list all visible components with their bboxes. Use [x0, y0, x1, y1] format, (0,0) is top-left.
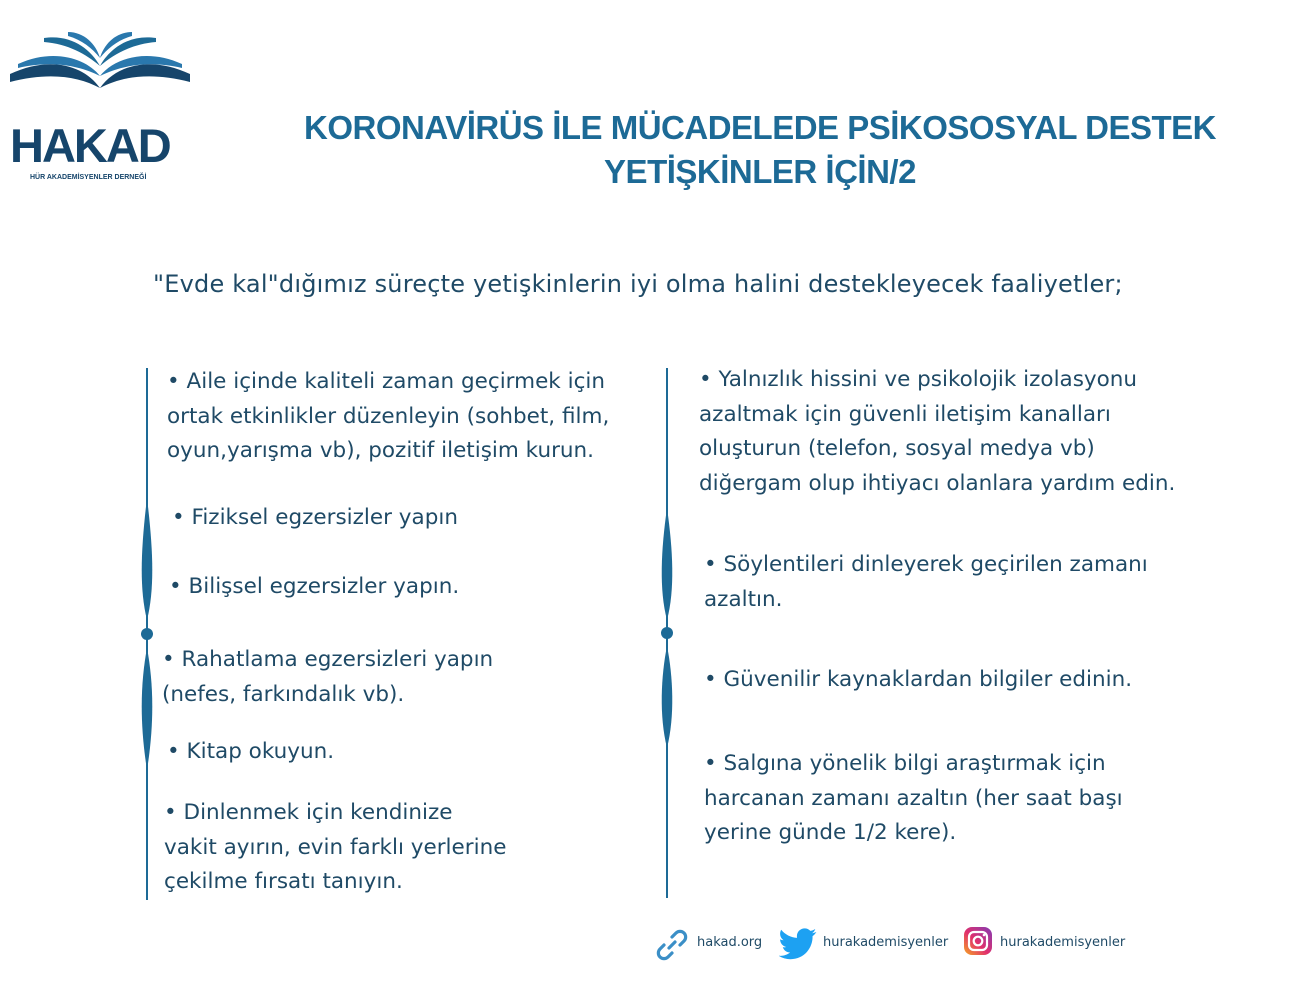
intro-text: "Evde kal"dığımız süreçte yetişkinlerin iyi olma halini destekleyecek faaliyetler;	[153, 270, 1123, 298]
instagram-label: hurakademisyenler	[1000, 935, 1126, 950]
hakad-logo	[8, 28, 192, 181]
list-item: • Fiziksel egzersizler yapın	[172, 505, 458, 530]
list-item: • Salgına yönelik bilgi araştırmak için harcanan zamanı azaltın (her saat başı yerine günde 1/2 kere).	[704, 751, 1123, 845]
list-item: • Aile içinde kaliteli zaman geçirmek için ortak etkinlikler düzenleyin (sohbet, film, oyun,yarışma vb), pozitif iletişim kurun.	[167, 369, 610, 463]
list-item: • Yalnızlık hissini ve psikolojik izolasyonu azaltmak için güvenli iletişim kanalları oluşturun (telefon, sosyal medya vb) diğergam olup ihtiyacı olanlara yardım edin.	[699, 367, 1176, 496]
instagram-icon	[963, 926, 993, 956]
list-item: • Rahatlama egzersizleri yapın (nefes, farkındalık vb).	[162, 647, 494, 707]
list-item: • Güvenilir kaynaklardan bilgiler edinin.	[704, 667, 1133, 692]
middle-ornament-divider	[657, 368, 677, 898]
list-item: • Bilişsel egzersizler yapın.	[169, 574, 460, 599]
website-label: hakad.org	[697, 935, 763, 950]
page-title	[230, 106, 1290, 194]
title-line-1: KORONAVİRÜS İLE MÜCADELEDE PSİKOSOSYAL DESTEK	[303, 109, 1217, 146]
link-icon	[655, 928, 689, 962]
logo-tagline: HÜR AKADEMİSYENLER DERNEĞİ	[30, 174, 147, 181]
title-line-2: YETİŞKİNLER İÇİN/2	[604, 153, 916, 190]
logo-wordmark: HAKAD	[10, 119, 170, 172]
left-ornament-divider	[137, 368, 157, 900]
twitter-icon	[779, 928, 817, 960]
book-wings-icon	[8, 28, 192, 120]
list-item: • Kitap okuyun.	[167, 739, 335, 764]
twitter-label: hurakademisyenler	[823, 935, 949, 950]
list-item: • Söylentileri dinleyerek geçirilen zamanı azaltın.	[704, 552, 1148, 612]
list-item: • Dinlenmek için kendinize vakit ayırın, evin farklı yerlerine çekilme fırsatı tanıyın.	[164, 800, 507, 894]
